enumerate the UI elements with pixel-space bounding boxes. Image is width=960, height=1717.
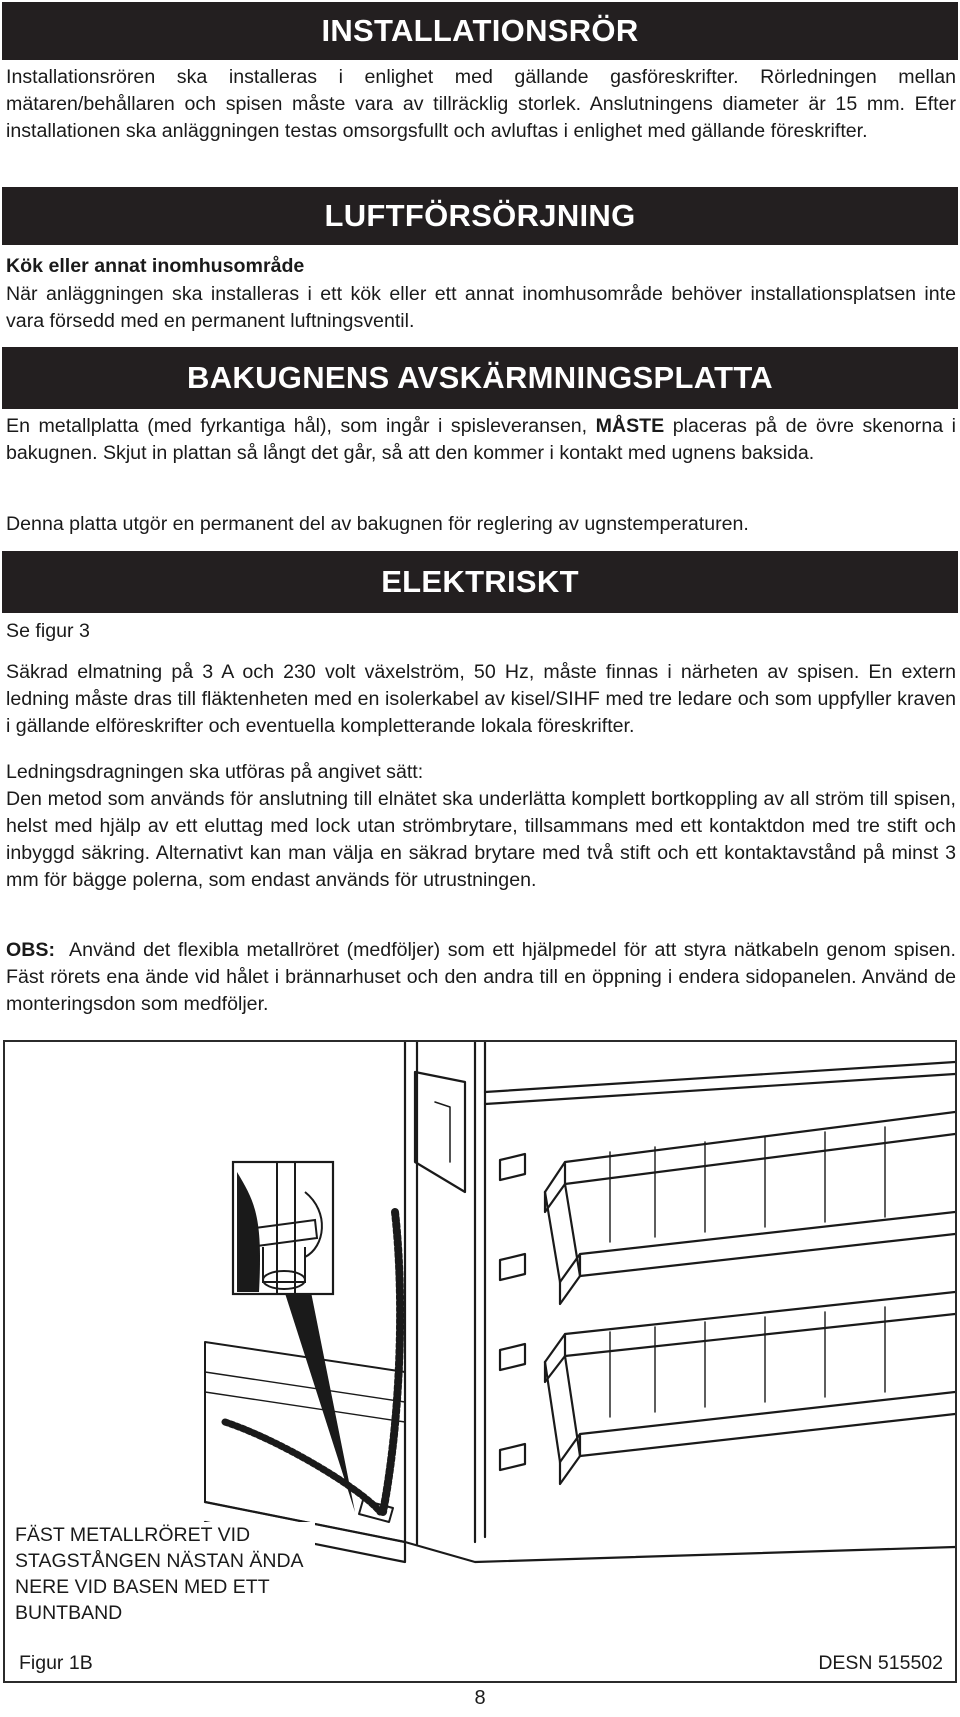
obs-body: Använd det flexibla metallröret (medföljer) som ett hjälpmedel för att styra nätkabeln genom spisen. Fäst rörets ena ände vid hålet i brännarhuset och den andra till en öppning i endera sidopanelen. Använd de monteringsdon som medföljer. [6, 939, 956, 1015]
detail-inset [233, 1162, 333, 1294]
figure-design-code: DESN 515502 [818, 1652, 943, 1674]
electric-para1: Säkrad elmatning på 3 A och 230 volt växelström, 50 Hz, måste finnas i närheten av spisen. En extern ledning måste dras till fläktenheten med en isolerkabel av kisel/SIHF med tre ledare och som uppfyller kraven i gällande elföreskrifter och eventuella kompletterande lokala föreskrifter. [6, 661, 956, 737]
air-body: När anläggningen ska installeras i ett kök eller ett annat inomhusområde behöver installationsplatsen inte vara försedd med en permanent luftningsventil. [6, 283, 956, 332]
installation-body: Installationsrören ska installeras i enlighet med gällande gasföreskrifter. Rörledningen mellan mätaren/behållaren och spisen måste vara av tillräcklig storlek. Anslutningens diameter är 15 mm. Efter installationen ska anläggningen testas omsorgsfullt och avluftas i enlighet med gällande föreskrifter. [6, 66, 956, 142]
figure-1b [3, 1040, 957, 1683]
oven-body [6, 413, 956, 467]
electric-para2-body: Den metod som används för anslutning till elnätet ska underlätta komplett bortkoppling av all ström till spisen, helst med hjälp av ett eluttag med lock utan strömbrytare, tillsammans med ett kontaktdon med tre stift och inbyggd säkring. Alternativt kan man välja en säkrad brytare med två stift och ett kontaktavstånd på minst 3 mm för bägge polerna, som endast används för utrustningen. [6, 788, 956, 891]
heading-electric-text: ELEKTRISKT [381, 564, 579, 599]
oven-note: Denna platta utgör en permanent del av bakugnen för reglering av ugnstemperaturen. [6, 513, 749, 535]
oven-body-pre: En metallplatta (med fyrkantiga hål), som ingår i spisleveransen, [6, 415, 588, 437]
electric-obs [6, 937, 956, 1018]
heading-installation-text: INSTALLATIONSRÖR [321, 13, 639, 48]
oven-body-emphasis: MÅSTE [595, 415, 665, 437]
heading-air [2, 187, 958, 245]
air-subheading: Kök eller annat inomhusområde [6, 255, 305, 277]
oven-rack-upper [545, 1112, 955, 1304]
detail-pointer [275, 1262, 355, 1512]
rack-support-brackets [500, 1154, 525, 1470]
figure-label: Figur 1B [19, 1652, 93, 1674]
heading-oven-text: BAKUGNENS AVSKÄRMNINGSPLATTA [187, 360, 773, 395]
heading-electric [2, 551, 958, 613]
heading-oven [2, 347, 958, 409]
page-number: 8 [474, 1687, 486, 1709]
figure-reference: Se figur 3 [6, 620, 90, 642]
electric-para2-title: Ledningsdragningen ska utföras på angivet sätt: [6, 761, 424, 783]
obs-label: OBS: [6, 939, 55, 961]
figure-caption: FÄST METALLRÖRET VID STAGSTÅNGEN NÄSTAN ÄNDA NERE VID BASEN MED ETT BUNTBAND [15, 1522, 315, 1626]
oven-rack-lower [545, 1292, 955, 1484]
heading-air-text: LUFTFÖRSÖRJNING [324, 198, 636, 233]
heading-installation [2, 2, 958, 60]
oven-body-post: placeras på de övre skenorna i bakugnen. Skjut in plattan så långt det går, så att den kommer i kontakt med ugnens baksida. [6, 415, 956, 464]
